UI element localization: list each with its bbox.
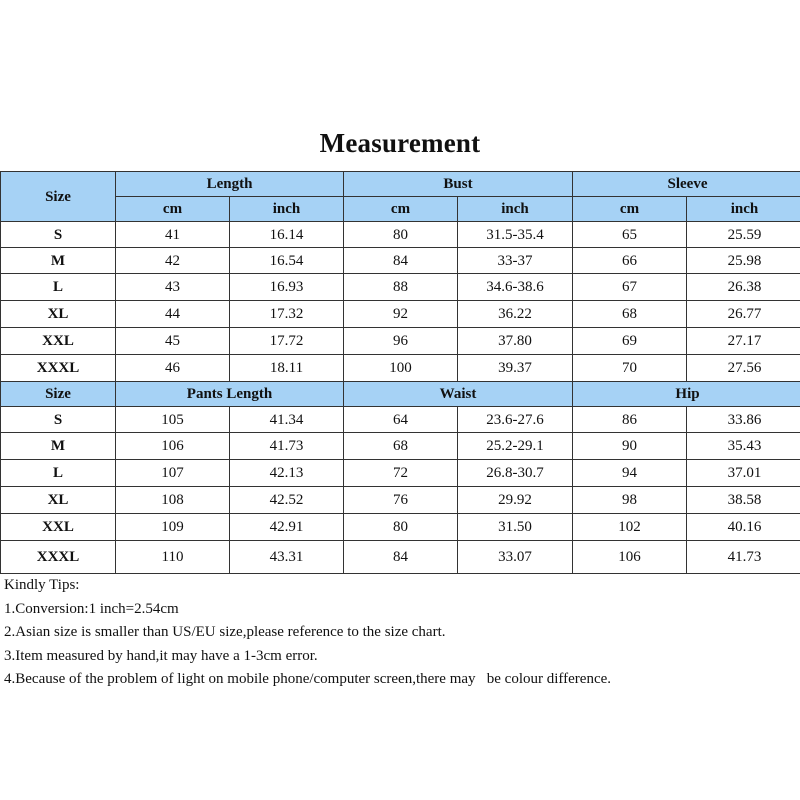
tip-item: 4.Because of the problem of light on mobile phone/computer screen,there may be colour difference. [4, 671, 612, 687]
table-cell: 108 [116, 487, 230, 514]
table-cell: 38.58 [687, 487, 800, 514]
table-cell: 42 [116, 248, 230, 274]
table-cell: 107 [116, 460, 230, 487]
table-cell: 84 [344, 248, 458, 274]
table-row [1, 222, 800, 248]
table-cell: 41 [116, 222, 230, 248]
table-cell: 96 [344, 328, 458, 355]
unit-header: inch [458, 197, 573, 222]
table-cell: 16.54 [230, 248, 344, 274]
table-cell: 35.43 [687, 433, 800, 460]
table-cell: 25.98 [687, 248, 800, 274]
unit-header: cm [573, 197, 687, 222]
table-cell: 43.31 [230, 541, 344, 574]
pants-length-header: Pants Length [116, 382, 344, 407]
table-cell: 80 [344, 514, 458, 541]
table-cell: 16.14 [230, 222, 344, 248]
table-cell: 66 [573, 248, 687, 274]
table-cell: 26.8-30.7 [458, 460, 573, 487]
table-cell: 86 [573, 407, 687, 433]
table-cell: 37.80 [458, 328, 573, 355]
table-cell: 37.01 [687, 460, 800, 487]
unit-header: cm [344, 197, 458, 222]
table-cell: 80 [344, 222, 458, 248]
lower-group-header-row [1, 382, 800, 407]
size-cell: XXXL [1, 541, 116, 574]
waist-header: Waist [344, 382, 573, 407]
table-row [1, 433, 800, 460]
table-cell: 42.13 [230, 460, 344, 487]
table-cell: 69 [573, 328, 687, 355]
table-cell: 33.86 [687, 407, 800, 433]
table-cell: 68 [573, 301, 687, 328]
table-cell: 26.38 [687, 274, 800, 301]
table-cell: 88 [344, 274, 458, 301]
table-cell: 110 [116, 541, 230, 574]
size-chart-table [0, 171, 800, 574]
table-cell: 102 [573, 514, 687, 541]
size-cell: S [1, 407, 116, 433]
table-cell: 65 [573, 222, 687, 248]
upper-size-header: Size [1, 172, 116, 222]
table-cell: 44 [116, 301, 230, 328]
size-cell: M [1, 248, 116, 274]
table-cell: 72 [344, 460, 458, 487]
size-cell: XL [1, 487, 116, 514]
table-row [1, 541, 800, 574]
table-cell: 76 [344, 487, 458, 514]
size-cell: XXL [1, 514, 116, 541]
tip-item: 3.Item measured by hand,it may have a 1-3cm error. [4, 647, 318, 664]
table-cell: 43 [116, 274, 230, 301]
table-cell: 100 [344, 355, 458, 382]
table-cell: 31.50 [458, 514, 573, 541]
table-cell: 31.5-35.4 [458, 222, 573, 248]
bust-header: Bust [344, 172, 573, 197]
table-cell: 33.07 [458, 541, 573, 574]
page-title: Measurement [319, 128, 481, 158]
length-header: Length [116, 172, 344, 197]
table-cell: 92 [344, 301, 458, 328]
table-row [1, 355, 800, 382]
table-cell: 105 [116, 407, 230, 433]
unit-header: cm [116, 197, 230, 222]
table-row [1, 407, 800, 433]
table-row [1, 514, 800, 541]
table-cell: 41.73 [230, 433, 344, 460]
table-cell: 18.11 [230, 355, 344, 382]
table-cell: 17.32 [230, 301, 344, 328]
table-cell: 42.52 [230, 487, 344, 514]
table-cell: 68 [344, 433, 458, 460]
table-cell: 17.72 [230, 328, 344, 355]
table-row [1, 301, 800, 328]
table-cell: 33-37 [458, 248, 573, 274]
table-cell: 94 [573, 460, 687, 487]
table-cell: 46 [116, 355, 230, 382]
table-cell: 25.2-29.1 [458, 433, 573, 460]
table-cell: 36.22 [458, 301, 573, 328]
table-row [1, 274, 800, 301]
upper-group-header-row [1, 172, 800, 197]
table-cell: 40.16 [687, 514, 800, 541]
table-cell: 106 [573, 541, 687, 574]
table-cell: 29.92 [458, 487, 573, 514]
table-cell: 67 [573, 274, 687, 301]
table-cell: 109 [116, 514, 230, 541]
table-cell: 16.93 [230, 274, 344, 301]
table-cell: 90 [573, 433, 687, 460]
table-cell: 70 [573, 355, 687, 382]
upper-unit-header-row [1, 197, 800, 222]
hip-header: Hip [573, 382, 800, 407]
table-cell: 41.73 [687, 541, 800, 574]
table-cell: 106 [116, 433, 230, 460]
table-cell: 45 [116, 328, 230, 355]
table-cell: 25.59 [687, 222, 800, 248]
table-cell: 84 [344, 541, 458, 574]
table-cell: 27.17 [687, 328, 800, 355]
size-cell: M [1, 433, 116, 460]
table-row [1, 328, 800, 355]
table-cell: 34.6-38.6 [458, 274, 573, 301]
lower-size-header: Size [1, 382, 116, 407]
table-cell: 41.34 [230, 407, 344, 433]
size-cell: XL [1, 301, 116, 328]
table-cell: 26.77 [687, 301, 800, 328]
size-cell: S [1, 222, 116, 248]
table-cell: 98 [573, 487, 687, 514]
size-cell: L [1, 274, 116, 301]
tip-item: 2.Asian size is smaller than US/EU size,please reference to the size chart. [4, 624, 446, 640]
table-cell: 39.37 [458, 355, 573, 382]
table-row [1, 248, 800, 274]
size-cell: L [1, 460, 116, 487]
unit-header: inch [687, 197, 800, 222]
tips-heading: Kindly Tips: [4, 577, 80, 593]
table-cell: 42.91 [230, 514, 344, 541]
unit-header: inch [230, 197, 344, 222]
size-cell: XXXL [1, 355, 116, 382]
table-row [1, 487, 800, 514]
table-cell: 64 [344, 407, 458, 433]
tip-item: 1.Conversion:1 inch=2.54cm [4, 600, 179, 617]
size-cell: XXL [1, 328, 116, 355]
table-cell: 23.6-27.6 [458, 407, 573, 433]
sleeve-header: Sleeve [573, 172, 800, 197]
table-cell: 27.56 [687, 355, 800, 382]
table-row [1, 460, 800, 487]
kindly-tips [4, 574, 611, 692]
